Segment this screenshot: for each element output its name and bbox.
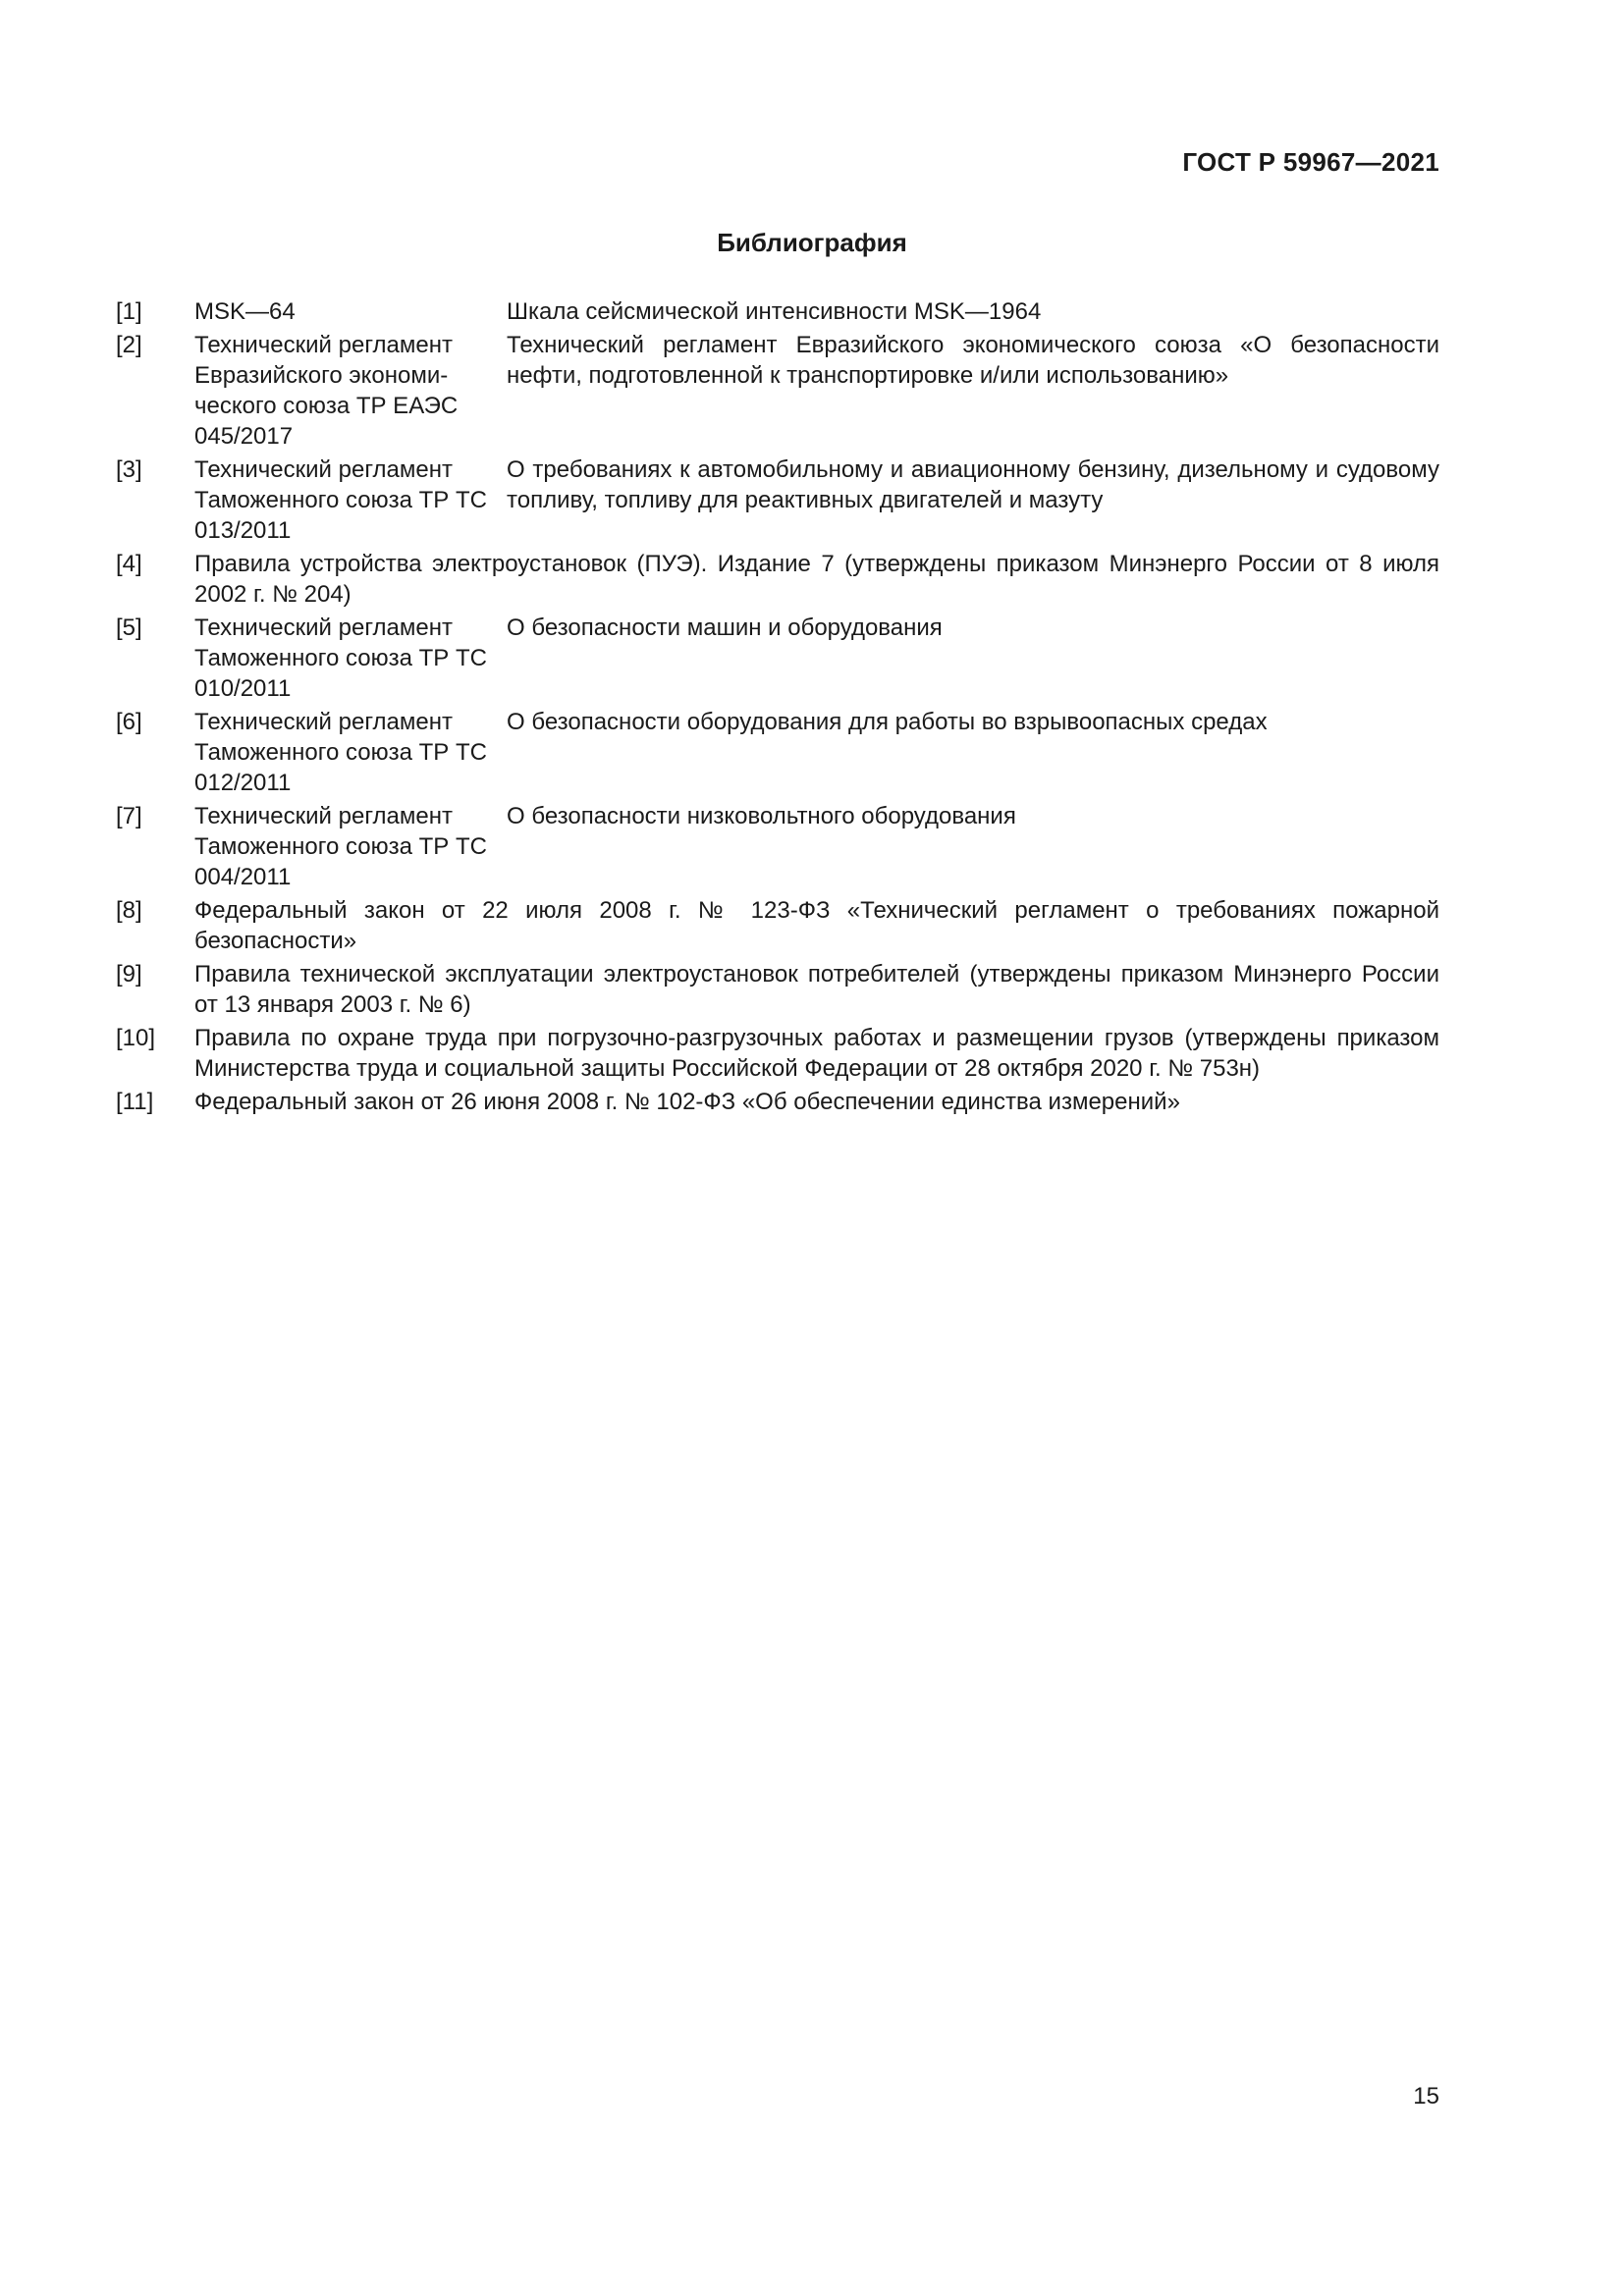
reference-full-text: Правила технической эксплуатации электроустановок потребителей (утверждены приказом Минэнерго России от 13 января 2003 г. № 6) — [194, 961, 1439, 1018]
reference-code: Технический регламент Таможенного союза ТР ТС 012/2011 — [194, 709, 487, 796]
reference-full-text: Федеральный закон от 22 июля 2008 г. № 123-ФЗ «Технический регламент о требованиях пожарной безопасности» — [194, 897, 1439, 954]
reference-number: [2] — [116, 332, 142, 358]
reference-item — [116, 1023, 1439, 1084]
section-title: Библиография — [717, 228, 907, 257]
reference-item — [116, 1087, 1439, 1117]
reference-number: [3] — [116, 456, 142, 483]
reference-title: О требованиях к автомобильному и авиационному бензину, дизельному и судовому топливу, топливу для реактивных двигателей и мазуту — [507, 456, 1439, 513]
reference-title: Шкала сейсмической интенсивности MSK—1964 — [507, 298, 1042, 325]
reference-number: [6] — [116, 709, 142, 735]
reference-code: MSK—64 — [194, 298, 296, 325]
reference-item — [116, 895, 1439, 956]
reference-title: О безопасности низковольтного оборудования — [507, 803, 1016, 829]
reference-code: Технический регламент Таможенного союза ТР ТС 013/2011 — [194, 456, 487, 544]
reference-number: [4] — [116, 551, 142, 577]
reference-number: [1] — [116, 298, 142, 325]
reference-number: [7] — [116, 803, 142, 829]
reference-number: [10] — [116, 1025, 156, 1051]
reference-number: [8] — [116, 897, 142, 924]
reference-number: [9] — [116, 961, 142, 988]
reference-full-text: Правила устройства электроустановок (ПУЭ). Издание 7 (утверждены приказом Минэнерго России от 8 июля 2002 г. № 204) — [194, 551, 1439, 608]
reference-full-text: Правила по охране труда при погрузочно-разгрузочных работах и размещении грузов (утверждены приказом Министерства труда и социальной защиты Российской Федерации от 28 октября 2020 г. № 753н) — [194, 1025, 1439, 1082]
reference-item — [116, 613, 1439, 704]
reference-code: Технический регламент Евразийского экономи-ческого союза ТР ЕАЭС 045/2017 — [194, 332, 459, 450]
reference-item — [116, 959, 1439, 1020]
reference-title: О безопасности оборудования для работы во взрывоопасных средах — [507, 709, 1268, 735]
bibliography-list — [116, 296, 1439, 1120]
reference-item — [116, 296, 1439, 327]
page-number: 15 — [1413, 2083, 1439, 2109]
document-code: ГОСТ Р 59967—2021 — [1182, 147, 1439, 177]
reference-code: Технический регламент Таможенного союза ТР ТС 004/2011 — [194, 803, 487, 890]
reference-number: [5] — [116, 614, 142, 641]
reference-number: [11] — [116, 1089, 154, 1115]
reference-title: Технический регламент Евразийского экономического союза «О безопасности нефти, подготовленной к транспортировке и/или использованию» — [507, 332, 1439, 389]
reference-code: Технический регламент Таможенного союза ТР ТС 010/2011 — [194, 614, 487, 702]
reference-item — [116, 549, 1439, 610]
reference-item — [116, 801, 1439, 892]
reference-item — [116, 707, 1439, 798]
reference-full-text: Федеральный закон от 26 июня 2008 г. № 102-ФЗ «Об обеспечении единства измерений» — [194, 1089, 1180, 1115]
reference-item — [116, 330, 1439, 452]
reference-title: О безопасности машин и оборудования — [507, 614, 943, 641]
reference-item — [116, 454, 1439, 546]
